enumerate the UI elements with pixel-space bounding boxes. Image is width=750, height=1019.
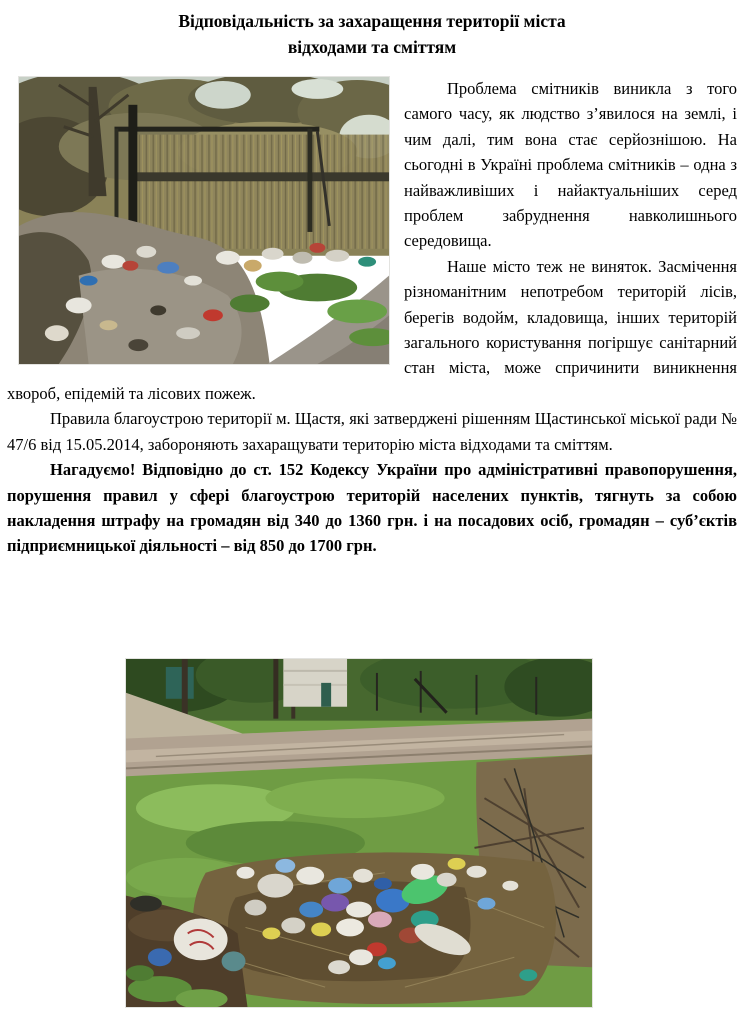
document-title-line2: відходами та сміттям (287, 37, 457, 57)
paragraph-problem: Проблема смітників виникла з того самого часу, як людство з’явилося на землі, і чим далі, тим вона стає серйознішою. На сьогодні в Україні проблема смітників – одна з найважливіших і найактуальніших серед проблем забруднення навколишнього середовища. (404, 79, 737, 251)
paragraph-city: Наше місто теж не виняток. Засмічення різноманітним непотребом територій лісів, берегів водойм, кладовища, інших територій загального користування погіршує санітарний стан міста, може спричинити виникнення хвороб, епідемій та лісових пожеж. (7, 256, 737, 403)
document-title-line1: Відповідальність за захаращення території міста (178, 11, 566, 31)
document-body (7, 76, 737, 559)
photo2-illustration (126, 659, 592, 1007)
paragraph-rules: Правила благоустрою території м. Щастя, які затверджені рішенням Щастинської міської ради № 47/6 від 15.05.2014, забороняють захаращувати територію міста відходами та сміттям. (7, 409, 737, 454)
paragraph-reminder: Нагадуємо! Відповідно до ст. 152 Кодексу України про адміністративні правопорушення, порушення правил у сфері благоустрою територій населених пунктів, тягнуть за собою накладення штрафу на громадян від 340 до 1360 грн. і на посадових осіб, громадян – суб’єктів підприємницької діяльності – від 850 до 1700 грн. (7, 460, 737, 556)
photo-scattered-trash-on-grass (125, 658, 593, 1008)
photo1-illustration (19, 77, 389, 364)
photo-garbage-pile-near-fence (18, 76, 390, 365)
document-title (7, 8, 737, 60)
